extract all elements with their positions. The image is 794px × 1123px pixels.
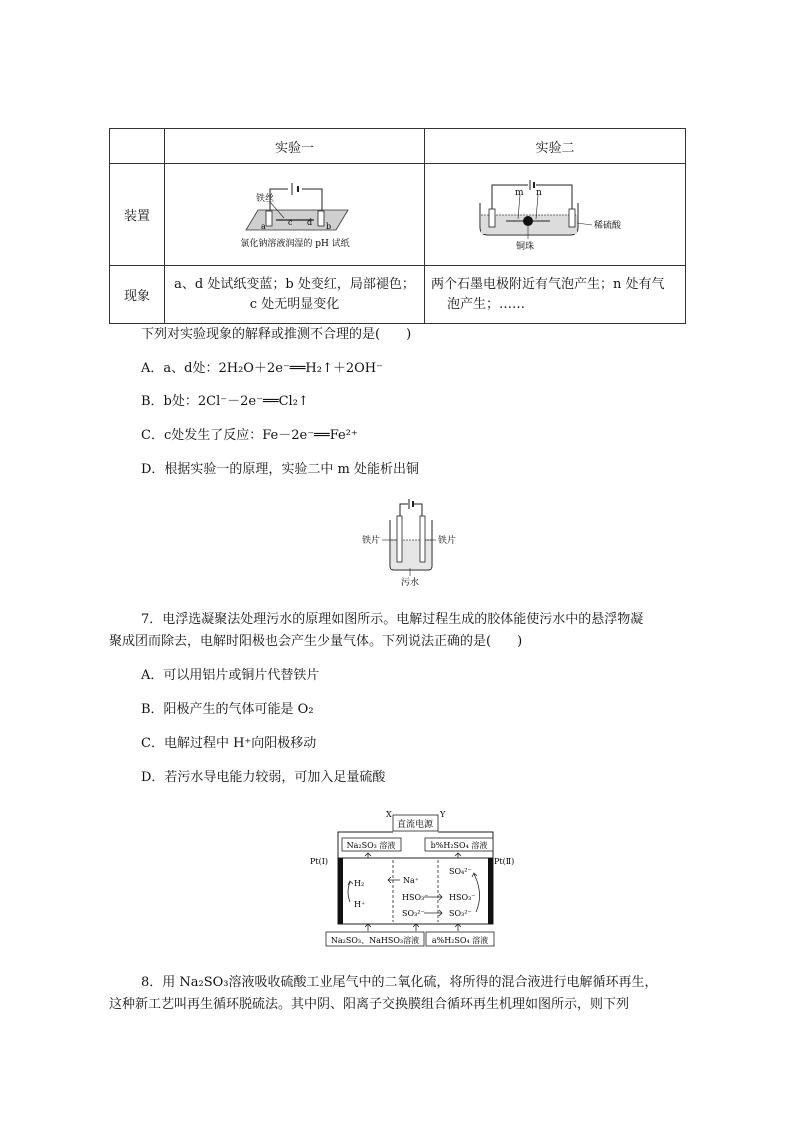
q7-option-b: B．阳极产生的气体可能是 O₂ [141,702,314,717]
fig8-pt1: Pt(Ⅰ) [310,857,328,866]
fig8-hso3-b: HSO₃⁻ [449,893,476,902]
fig8-top-right-box: b%H₂SO₄ 溶液 [430,841,488,850]
regeneration-figure [308,806,515,952]
fig8-pt2: Pt(Ⅱ) [494,857,515,866]
q6-option-c: C．c处发生了反应：Fe－2e⁻══Fe²⁺ [141,428,358,443]
q6-option-a: A．a、d处：2H₂O＋2e⁻══H₂↑＋2OH⁻ [141,361,383,376]
fig7-label-bottom: 污水 [401,578,420,588]
fig7-label-right: 铁片 [438,536,457,546]
fig8-top-left-box: Na₂SO₃ 溶液 [346,841,396,850]
q7-option-d: D．若污水导电能力较弱，可加入足量硫酸 [141,770,386,785]
exp1-figure [220,174,370,252]
exp1-label-a: a [260,221,266,231]
header-exp1: 实验一 [165,129,425,164]
q8-stem-line1: 8．用 Na₂SO₃溶液吸收硫酸工业尾气中的二氧化硫，将所得的混合液进行电解循环再生， [141,975,658,990]
fig8-bottom-left-box: Na₂SO₃、NaHSO₃溶液 [330,936,420,945]
fig8-hplus: H⁺ [354,900,366,909]
row-label-apparatus: 装置 [110,164,165,266]
q6-stem: 下列对实验现象的解释或推测不合理的是( ) [141,327,412,342]
fig8-h2: H₂ [354,879,365,888]
table-corner [110,129,165,164]
q7-option-c: C．电解过程中 H⁺向阳极移动 [141,736,317,751]
exp2-label-m: m [515,187,524,198]
fig8-bottom-right-box: a%H₂SO₄ 溶液 [431,936,489,945]
exp1-phenomenon [165,266,425,324]
exp2-phenomenon [425,266,686,324]
electroflotation-figure [360,496,460,588]
fig8-label-x: X [386,810,392,819]
exp1-caption: 氯化钠溶液润湿的 pH 试纸 [239,238,350,249]
exp1-label-b: b [325,221,331,231]
exp2-phenomenon-line1: 两个石墨电极附近有气泡产生；n 处有气 [431,276,665,292]
header-exp2: 实验二 [425,129,686,164]
exp1-label-wire: 铁丝 [255,193,274,204]
exp1-phenomenon-line2: c 处无明显变化 [249,296,340,312]
fig8-hso3-a: HSO₃⁻ [402,893,429,902]
q7-stem-line1: 7．电浮选凝聚法处理污水的原理如图所示。电解过程生成的胶体能使污水中的悬浮物凝 [141,612,644,627]
exp2-apparatus [425,164,686,266]
exp2-label-bead: 铜珠 [516,241,535,252]
q6-option-b: B．b处：2Cl⁻－2e⁻══Cl₂↑ [141,394,309,409]
row-label-phenomenon: 现象 [110,266,165,324]
exp1-label-c: c [287,217,292,227]
fig8-label-y: Y [440,810,446,819]
exp1-phenomenon-line1: a、d 处试纸变蓝；b 处变红，局部褪色； [174,276,415,292]
exp2-phenomenon-line2: 泡产生；…… [447,296,526,312]
exp1-apparatus [165,164,425,266]
q7-option-a: A．可以用铝片或铜片代替铁片 [141,668,320,683]
exp2-figure [470,173,640,253]
q6-option-d: D．根据实验一的原理，实验二中 m 处能析出铜 [141,462,420,477]
fig8-power: 直流电源 [396,820,434,830]
fig8-so3-b: SO₃²⁻ [449,909,472,918]
exp2-label-n: n [536,187,542,198]
q7-stem-line2: 聚成团而除去，电解时阳极也会产生少量气体。下列说法正确的是( ) [109,634,523,649]
exp1-label-d: d [306,217,312,227]
fig8-so4-top: SO₄²⁻ [449,867,472,876]
fig7-label-left: 铁片 [362,536,381,546]
fig8-na: Na⁺ [403,876,419,885]
experiment-table [109,128,686,324]
exp2-label-acid: 稀硫酸 [594,220,622,231]
q8-stem-line2: 这种新工艺叫再生循环脱硫法。其中阴、阳离子交换膜组合循环再生机理如图所示，则下列 [109,997,630,1012]
fig8-so3-a: SO₃²⁻ [402,909,425,918]
